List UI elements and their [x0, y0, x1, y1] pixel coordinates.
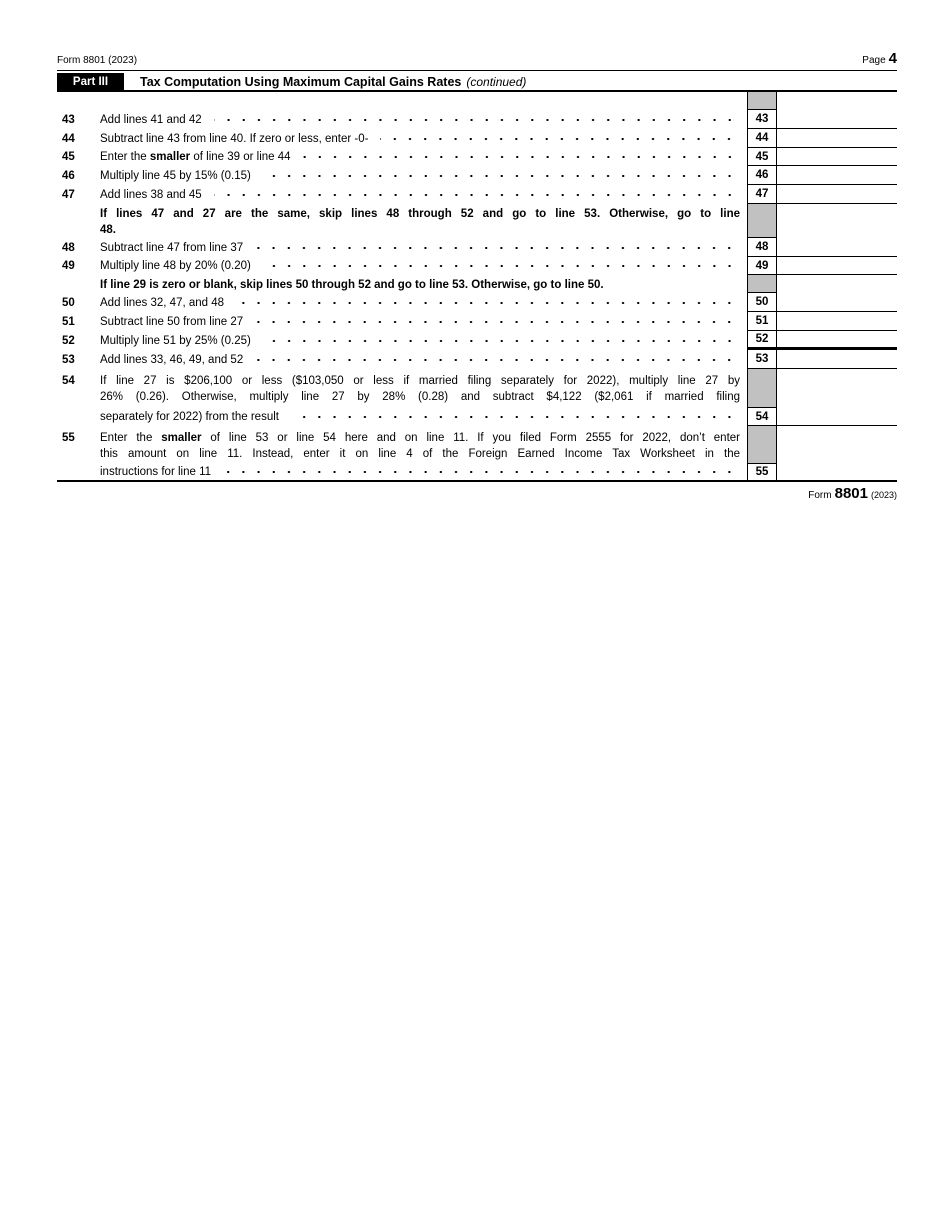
- line-55-text-row: [57, 426, 897, 464]
- part-title: Tax Computation Using Maximum Capital Gains Rates: [140, 74, 462, 89]
- line-50-box-number: 50: [747, 293, 777, 312]
- footer-form-word: Form: [808, 490, 832, 501]
- footer-form-number: 8801: [834, 485, 868, 502]
- line-51-row: [57, 312, 897, 331]
- line-50-row: [57, 293, 897, 312]
- line-45-row: [57, 148, 897, 166]
- line-44-box-number: 44: [747, 129, 777, 148]
- tax-computation-table: [57, 90, 897, 482]
- line-55-label: Enter the smaller of line 53 or line 54 here and on line 11. If you filed Form 2555 for 2022, don’t enter this amount on line 11. Instead, enter it on line 4 of the Foreign Earned Income Tax Worksheet in the: [100, 432, 741, 461]
- line-50-number: 50: [62, 296, 75, 309]
- page-number: 4: [888, 50, 897, 67]
- header-page-indicator: [862, 50, 897, 67]
- instruction-47-27-row: [57, 204, 897, 238]
- line-55-row: [57, 464, 897, 480]
- shaded-cell: [747, 92, 777, 110]
- line-46-number: 46: [62, 169, 75, 182]
- dot-leader: [255, 320, 737, 324]
- instruction-29-row: [57, 275, 897, 293]
- header-form-id: Form 8801 (2023): [57, 55, 138, 66]
- line-47-amount-field[interactable]: [777, 185, 897, 204]
- dot-leader: [380, 137, 737, 141]
- line-53-amount-field[interactable]: [777, 350, 897, 369]
- dot-leader: [303, 155, 737, 159]
- line-53-row: [57, 350, 897, 369]
- line-47-number: 47: [62, 188, 75, 201]
- line-49-number: 49: [62, 260, 75, 272]
- part-label-badge: Part III: [57, 73, 124, 90]
- dot-leader: [263, 174, 737, 178]
- part-continued-label: (continued): [466, 74, 527, 89]
- line-52-box-number: 52: [747, 331, 777, 350]
- line-43-row: [57, 110, 897, 129]
- line-49-row: [57, 257, 897, 275]
- line-54-number: 54: [62, 375, 75, 387]
- line-46-amount-field[interactable]: [777, 166, 897, 185]
- line-49-box-number: 49: [747, 257, 777, 275]
- line-54-box-number: 54: [747, 408, 777, 426]
- line-46-row: [57, 166, 897, 185]
- dot-leader: [214, 118, 737, 122]
- line-43-label: Add lines 41 and 42: [100, 113, 202, 126]
- instruction-47-27-text: If lines 47 and 27 are the same, skip lines 48 through 52 and go to line 53. Otherwise, go to line 48.: [100, 208, 740, 237]
- page-word: Page: [862, 55, 886, 66]
- line-48-amount-field[interactable]: [777, 238, 897, 257]
- line-53-box-number: 53: [747, 350, 777, 369]
- part-iii-header: [57, 73, 897, 90]
- dot-leader: [236, 301, 737, 305]
- line-43-amount-field[interactable]: [777, 110, 897, 129]
- line-53-label: Add lines 33, 46, 49, and 52: [100, 353, 244, 366]
- line-45-box-number: 45: [747, 148, 777, 166]
- dot-leader: [255, 246, 737, 250]
- line-46-box-number: 46: [747, 166, 777, 185]
- line-51-amount-field[interactable]: [777, 312, 897, 331]
- line-49-amount-field[interactable]: [777, 257, 897, 275]
- dot-leader: [263, 264, 737, 268]
- line-55-label-end: instructions for line 11: [100, 466, 212, 478]
- line-54-text-row: [57, 369, 897, 408]
- line-52-number: 52: [62, 334, 75, 347]
- shaded-cell: [747, 275, 777, 293]
- line-45-number: 45: [62, 151, 75, 163]
- line-55-box-number: 55: [747, 464, 777, 480]
- line-54-row: [57, 408, 897, 426]
- line-44-label: Subtract line 43 from line 40. If zero or less, enter -0-: [100, 132, 369, 145]
- shaded-cell: [747, 204, 777, 238]
- line-43-number: 43: [62, 113, 75, 126]
- line-48-box-number: 48: [747, 238, 777, 257]
- line-54-label: If line 27 is $206,100 or less ($103,050 or less if married filing separately for 2022), multiply line 27 by 26% (0.26). Otherwise, multiply line 27 by 28% (0.28) and subtract $4,122 ($2,061 if married filing: [100, 375, 740, 404]
- dot-leader: [214, 193, 737, 197]
- shaded-cell: [747, 426, 777, 464]
- line-44-row: [57, 129, 897, 148]
- dot-leader: [223, 470, 737, 474]
- line-51-label: Subtract line 50 from line 27: [100, 315, 244, 328]
- line-52-amount-field[interactable]: [777, 331, 897, 350]
- line-54-amount-field[interactable]: [777, 408, 897, 426]
- dot-leader: [263, 339, 737, 343]
- line-43-box-number: 43: [747, 110, 777, 129]
- line-45-amount-field[interactable]: [777, 148, 897, 166]
- line-48-row: [57, 238, 897, 257]
- line-51-box-number: 51: [747, 312, 777, 331]
- line-46-label: Multiply line 45 by 15% (0.15): [100, 169, 251, 182]
- dot-leader: [291, 415, 737, 419]
- line-47-box-number: 47: [747, 185, 777, 204]
- line-44-number: 44: [62, 132, 75, 145]
- instruction-29-text: If line 29 is zero or blank, skip lines 50 through 52 and go to line 53. Otherwise, go to line 50.: [100, 279, 604, 291]
- line-50-label: Add lines 32, 47, and 48: [100, 296, 225, 309]
- line-44-amount-field[interactable]: [777, 129, 897, 148]
- line-47-label: Add lines 38 and 45: [100, 188, 202, 201]
- line-48-label: Subtract line 47 from line 37: [100, 241, 244, 254]
- line-53-number: 53: [62, 353, 75, 366]
- line-48-number: 48: [62, 241, 75, 254]
- shaded-cell: [747, 369, 777, 408]
- line-51-number: 51: [62, 315, 75, 328]
- line-47-row: [57, 185, 897, 204]
- spacer-row: [57, 92, 897, 110]
- line-52-row: [57, 331, 897, 350]
- header-rule: [57, 70, 897, 71]
- dot-leader: [255, 358, 737, 362]
- line-50-amount-field[interactable]: [777, 293, 897, 312]
- footer-form-year: (2023): [870, 490, 897, 500]
- footer-form-id: [808, 485, 897, 502]
- line-45-label: Enter the smaller of line 39 or line 44: [100, 151, 291, 163]
- line-55-amount-field[interactable]: [777, 464, 897, 480]
- line-55-number: 55: [62, 432, 75, 444]
- line-49-label: Multiply line 48 by 20% (0.20): [100, 260, 251, 272]
- line-52-label: Multiply line 51 by 25% (0.25): [100, 334, 251, 347]
- line-54-label-end: separately for 2022) from the result: [100, 411, 279, 423]
